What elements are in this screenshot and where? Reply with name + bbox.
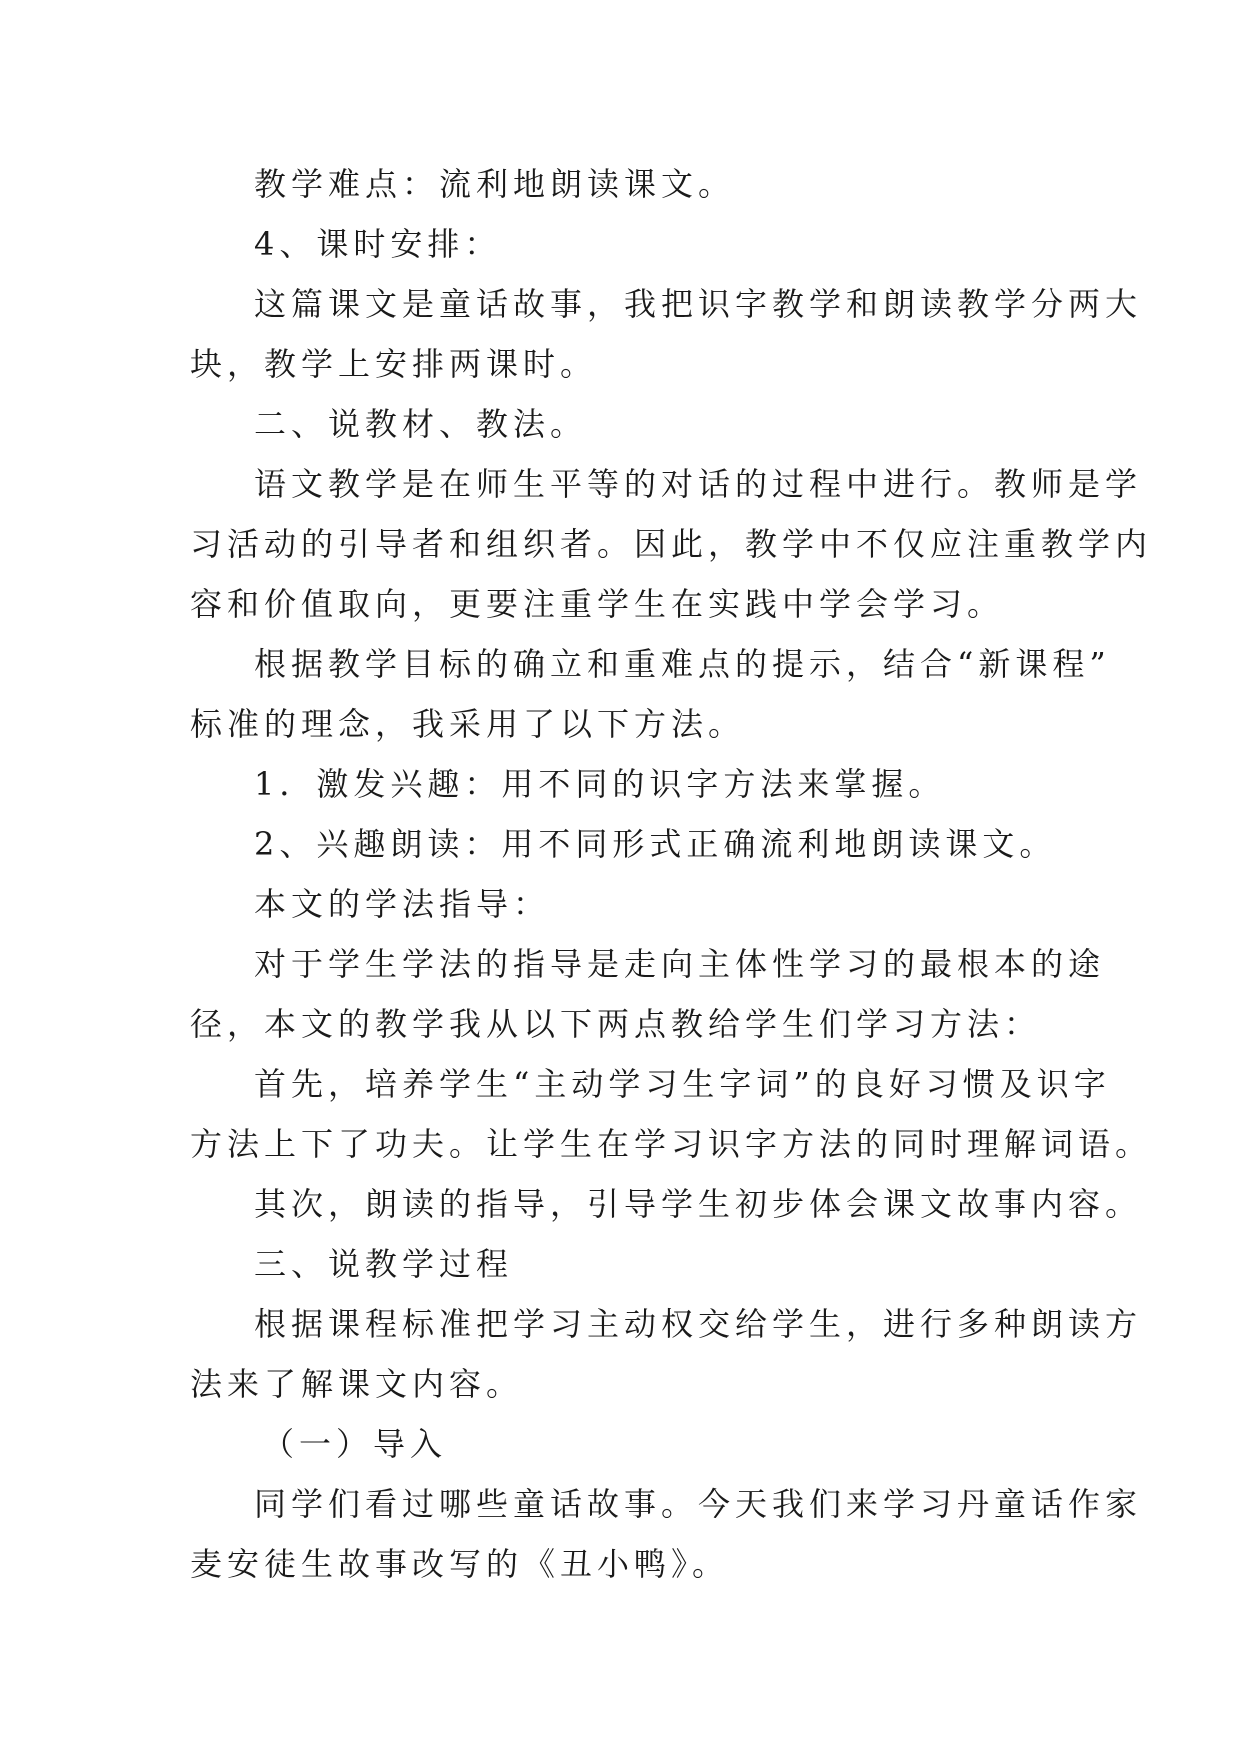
- text-line: 首先，培养学生“主动学习生字词”的良好习惯及识字: [254, 1065, 1111, 1103]
- text-line: 根据课程标准把学习主动权交给学生，进行多种朗读方: [254, 1305, 1143, 1343]
- section-heading: 三、说教学过程: [254, 1245, 514, 1283]
- list-item: 2、兴趣朗读：用不同形式正确流利地朗读课文。: [254, 825, 1057, 863]
- document-body: [190, 154, 1153, 1594]
- section-heading: 二、说教材、教法。: [254, 405, 588, 443]
- subsection-heading: （一）导入: [262, 1425, 448, 1463]
- text-line: 根据教学目标的确立和重难点的提示，结合“新课程”: [254, 645, 1111, 683]
- text-line: 法来了解课文内容。: [190, 1365, 524, 1403]
- list-item: 1．激发兴趣：用不同的识字方法来掌握。: [254, 765, 946, 803]
- text-line: 语文教学是在师生平等的对话的过程中进行。教师是学: [254, 465, 1143, 503]
- text-line: 本文的学法指导：: [254, 885, 551, 923]
- text-line: 习活动的引导者和组织者。因此，教学中不仅应注重教学内: [190, 525, 1153, 563]
- text-line: 其次，朗读的指导，引导学生初步体会课文故事内容。: [254, 1185, 1143, 1223]
- text-line: 对于学生学法的指导是走向主体性学习的最根本的途: [254, 945, 1106, 983]
- text-line: 同学们看过哪些童话故事。今天我们来学习丹童话作家: [254, 1485, 1143, 1523]
- text-line: 径，本文的教学我从以下两点教给学生们学习方法：: [190, 1005, 1042, 1043]
- text-line: 麦安徒生故事改写的《丑小鸭》。: [190, 1545, 730, 1583]
- text-line: 方法上下了功夫。让学生在学习识字方法的同时理解词语。: [190, 1125, 1153, 1163]
- text-line: 教学难点：流利地朗读课文。: [254, 165, 736, 203]
- text-line: 标准的理念，我采用了以下方法。: [190, 705, 746, 743]
- text-line: 容和价值取向，更要注重学生在实践中学会学习。: [190, 585, 1005, 623]
- text-line: 块，教学上安排两课时。: [190, 345, 598, 383]
- text-line: 这篇课文是童话故事，我把识字教学和朗读教学分两大: [254, 285, 1143, 323]
- text-line: 4、课时安排：: [254, 225, 502, 263]
